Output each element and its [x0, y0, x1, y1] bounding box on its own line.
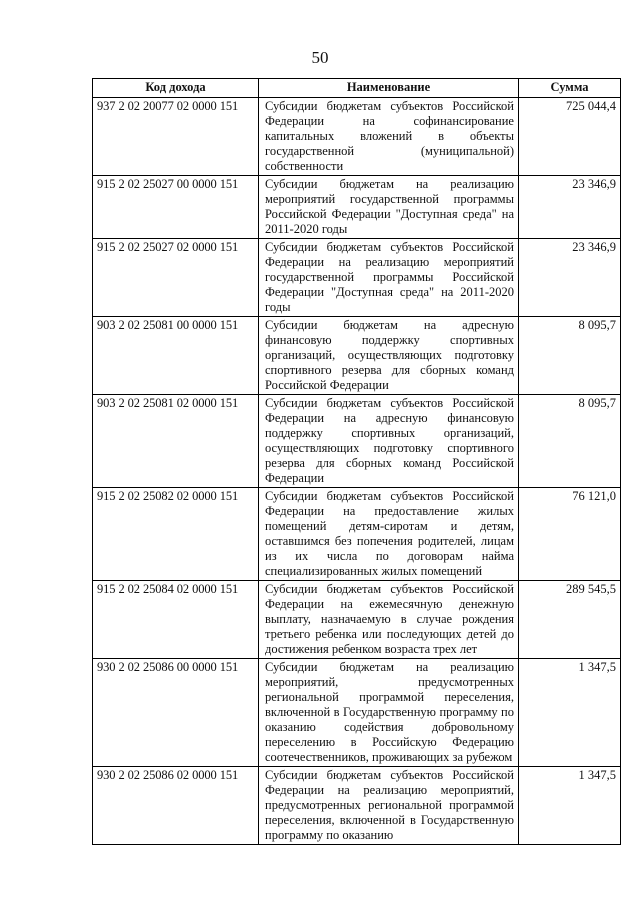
header-name: Наименование [259, 79, 519, 98]
revenue-code: 937 2 02 20077 02 0000 151 [93, 98, 259, 176]
revenue-name: Субсидии бюджетам субъектов Российской Федерации на предоставление жилых помещений детям-сиротам и детям, оставшимся без попечения родителей, лицам из их числа по договорам найма специализированных жилых помещений [259, 488, 519, 581]
revenue-sum: 725 044,4 [519, 98, 621, 176]
table-row [93, 581, 621, 659]
revenue-sum: 1 347,5 [519, 767, 621, 845]
table-row [93, 659, 621, 767]
page-number: 50 [311, 48, 329, 67]
revenue-code: 903 2 02 25081 00 0000 151 [93, 317, 259, 395]
revenue-name: Субсидии бюджетам субъектов Российской Федерации на ежемесячную денежную выплату, назначаемую в случае рождения третьего ребенка или последующих детей до достижения ребенком возраста трех лет [259, 581, 519, 659]
revenue-name: Субсидии бюджетам на реализацию мероприятий, предусмотренных региональной программой переселения, включенной в Государственную программу по оказанию содействия добровольному переселению в Российскую Федерацию соотечественников, проживающих за рубежом [259, 659, 519, 767]
revenue-code: 903 2 02 25081 02 0000 151 [93, 395, 259, 488]
revenue-sum: 23 346,9 [519, 239, 621, 317]
revenue-sum: 8 095,7 [519, 395, 621, 488]
revenue-table [92, 78, 621, 845]
revenue-name: Субсидии бюджетам субъектов Российской Федерации на адресную финансовую поддержку спортивных организаций, осуществляющих подготовку спортивного резерва для сборных команд Российской Федерации [259, 395, 519, 488]
revenue-sum: 76 121,0 [519, 488, 621, 581]
revenue-name: Субсидии бюджетам субъектов Российской Федерации на реализацию мероприятий, предусмотренных региональной программой переселения, включенной в Государственную программу по оказанию [259, 767, 519, 845]
revenue-code: 915 2 02 25027 00 0000 151 [93, 176, 259, 239]
revenue-sum: 23 346,9 [519, 176, 621, 239]
revenue-name: Субсидии бюджетам субъектов Российской Федерации на софинансирование капитальных вложений в объекты государственной (муниципальной) собственности [259, 98, 519, 176]
revenue-name: Субсидии бюджетам на реализацию мероприятий государственной программы Российской Федерации "Доступная среда" на 2011-2020 годы [259, 176, 519, 239]
revenue-sum: 289 545,5 [519, 581, 621, 659]
revenue-code: 930 2 02 25086 00 0000 151 [93, 659, 259, 767]
table-row [93, 239, 621, 317]
revenue-code: 915 2 02 25082 02 0000 151 [93, 488, 259, 581]
table-row [93, 98, 621, 176]
header-code: Код дохода [93, 79, 259, 98]
revenue-sum: 8 095,7 [519, 317, 621, 395]
table-header-row [93, 79, 621, 98]
table-row [93, 395, 621, 488]
revenue-code: 915 2 02 25027 02 0000 151 [93, 239, 259, 317]
table-row [93, 176, 621, 239]
table-row [93, 767, 621, 845]
revenue-code: 930 2 02 25086 02 0000 151 [93, 767, 259, 845]
revenue-sum: 1 347,5 [519, 659, 621, 767]
header-sum: Сумма [519, 79, 621, 98]
revenue-name: Субсидии бюджетам на адресную финансовую поддержку спортивных организаций, осуществляющих подготовку спортивного резерва для сборных команд Российской Федерации [259, 317, 519, 395]
revenue-code: 915 2 02 25084 02 0000 151 [93, 581, 259, 659]
table-row [93, 317, 621, 395]
revenue-name: Субсидии бюджетам субъектов Российской Федерации на реализацию мероприятий государственной программы Российской Федерации "Доступная среда" на 2011-2020 годы [259, 239, 519, 317]
table-row [93, 488, 621, 581]
